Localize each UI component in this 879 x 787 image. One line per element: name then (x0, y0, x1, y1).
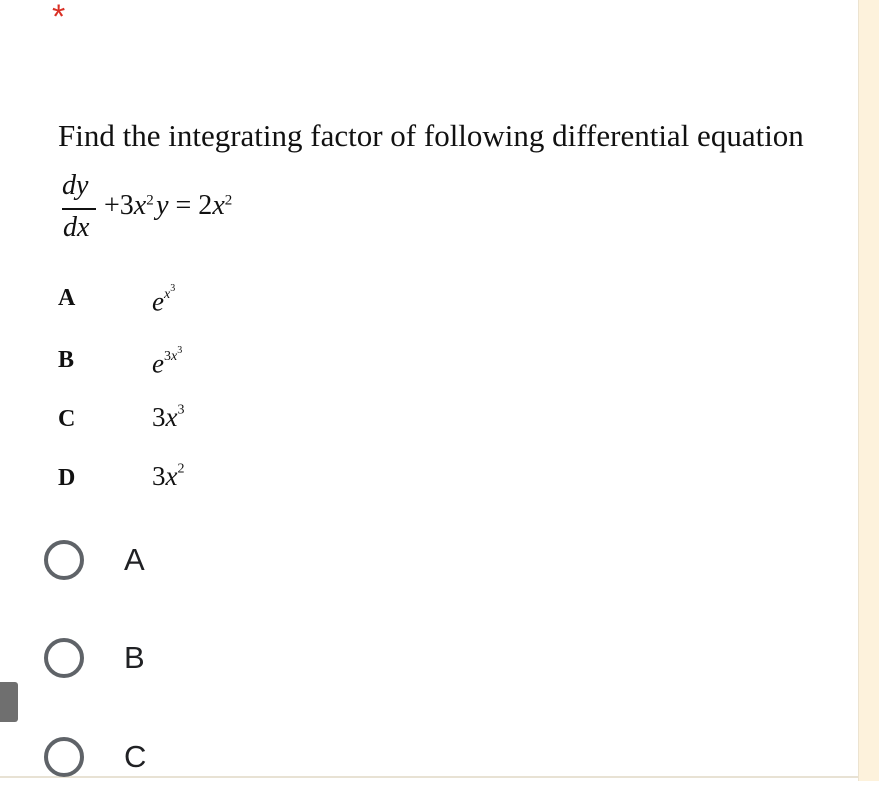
eq-rhs-exp: 2 (224, 192, 233, 209)
fraction-numerator: dy (62, 170, 89, 201)
option-expression-d (152, 461, 184, 492)
radio-option-a[interactable] (44, 540, 344, 590)
option-letter-c: C (58, 406, 76, 432)
radio-label[interactable]: C (124, 739, 147, 774)
expr-coef: 3 (152, 461, 166, 491)
expr-base: e (152, 348, 164, 379)
option-letter-a: A (58, 285, 76, 311)
required-marker: * (52, 0, 66, 36)
radio-label[interactable]: A (124, 542, 145, 577)
radio-button[interactable] (44, 540, 84, 580)
option-letter-d: D (58, 465, 76, 491)
expr-exp-coef: 3 (163, 349, 171, 364)
expr-var: x (165, 402, 178, 432)
expr-exp-var: x (163, 287, 171, 302)
question-equation (60, 170, 320, 250)
option-letter-b: B (58, 347, 75, 373)
side-strip (858, 0, 879, 781)
option-expression-b (152, 345, 182, 380)
expr-coef: 3 (152, 402, 166, 432)
expr-base: e (152, 286, 164, 317)
radio-option-c[interactable] (44, 737, 344, 787)
fraction-denominator: dx (63, 212, 90, 243)
eq-term-y: y (156, 190, 169, 221)
radio-button[interactable] (44, 737, 84, 777)
eq-term-exp: 2 (146, 192, 154, 209)
eq-term-coef: +3 (104, 190, 134, 221)
option-expression-c (152, 402, 184, 433)
fraction-bar (62, 208, 96, 210)
expr-pow: 3 (177, 402, 185, 418)
eq-rhs-coef: = 2 (168, 190, 213, 221)
eq-rhs-var: x (212, 190, 225, 221)
expr-var: x (165, 461, 178, 491)
option-expression-a (152, 283, 175, 318)
radio-button[interactable] (44, 638, 84, 678)
expr-exp-var: x (170, 349, 178, 364)
radio-option-b[interactable] (44, 638, 344, 688)
expr-pow: 2 (177, 461, 185, 477)
eq-term-var: x (133, 190, 147, 221)
expr-exp-pow: 3 (170, 283, 176, 294)
side-handle[interactable] (0, 682, 18, 722)
question-text: Find the integrating factor of following differential equation (58, 118, 804, 153)
equation-rest (104, 190, 232, 222)
radio-label[interactable]: B (124, 640, 145, 675)
expr-exp-pow: 3 (177, 345, 183, 356)
